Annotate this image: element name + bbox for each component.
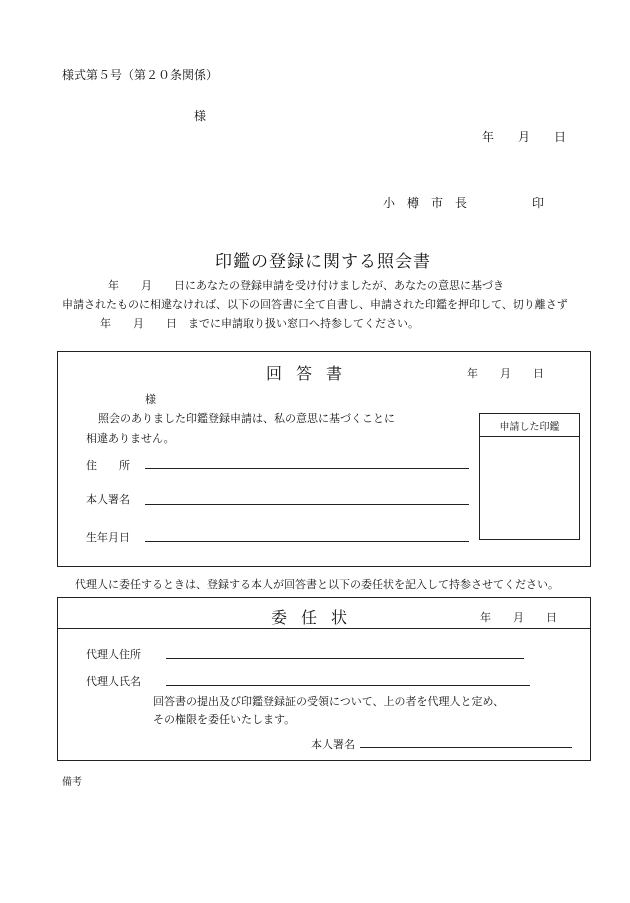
birthdate-field[interactable] bbox=[145, 541, 469, 542]
poa-date: 年 月 日 bbox=[480, 611, 557, 624]
signature-field[interactable] bbox=[145, 504, 469, 505]
intro-line-3: 年 月 日 までに申請取り扱い窓口へ持参してください。 bbox=[100, 317, 419, 330]
agent-name-label: 代理人氏名 bbox=[86, 675, 141, 688]
seal-box-label: 申請した印鑑 bbox=[499, 422, 560, 433]
signature-label: 本人署名 bbox=[86, 493, 130, 506]
document-title: 印鑑の登録に関する照会書 bbox=[215, 252, 431, 272]
reply-addressee-suffix: 様 bbox=[145, 393, 156, 406]
intro-line-1: 年 月 日にあなたの登録申請を受け付けましたが、あなたの意思に基づき bbox=[108, 279, 504, 292]
seal-box-divider bbox=[479, 436, 580, 437]
issuer-name: 小 樽 市 長 bbox=[383, 196, 468, 210]
reply-statement-2: 相違ありません。 bbox=[86, 432, 175, 445]
form-number: 様式第５号（第２０条関係） bbox=[62, 68, 219, 82]
poa-signature-label: 本人署名 bbox=[311, 738, 355, 751]
reply-statement-1: 照会のありました印鑑登録申請は、私の意思に基づくことに bbox=[98, 412, 395, 425]
address-field[interactable] bbox=[145, 468, 469, 469]
addressee-suffix: 様 bbox=[194, 109, 207, 123]
poa-statement-1: 回答書の提出及び印鑑登録証の受領について、上の者を代理人と定め、 bbox=[153, 695, 505, 708]
seal-mark: 印 bbox=[532, 196, 545, 210]
poa-title: 委任状 bbox=[271, 608, 362, 627]
poa-header-divider bbox=[57, 628, 591, 629]
remarks-label: 備考 bbox=[62, 777, 82, 788]
birthdate-label: 生年月日 bbox=[86, 531, 130, 544]
agent-address-label: 代理人住所 bbox=[86, 648, 141, 661]
poa-statement-2: その権限を委任いたします。 bbox=[153, 713, 296, 726]
agent-address-field[interactable] bbox=[166, 658, 524, 659]
poa-signature-field[interactable] bbox=[360, 747, 572, 748]
reply-date: 年 月 日 bbox=[467, 367, 544, 380]
agent-name-field[interactable] bbox=[166, 685, 530, 686]
address-label: 住 所 bbox=[86, 459, 130, 472]
intro-line-2: 申請されたものに相違なければ、以下の回答書に全て自書し、申請された印鑑を押印して、切り離さず bbox=[62, 298, 568, 311]
proxy-note: 代理人に委任するときは、登録する本人が回答書と以下の委任状を記入して持参させてください。 bbox=[75, 578, 559, 591]
issue-date: 年 月 日 bbox=[482, 130, 567, 144]
reply-title: 回答書 bbox=[266, 364, 357, 383]
